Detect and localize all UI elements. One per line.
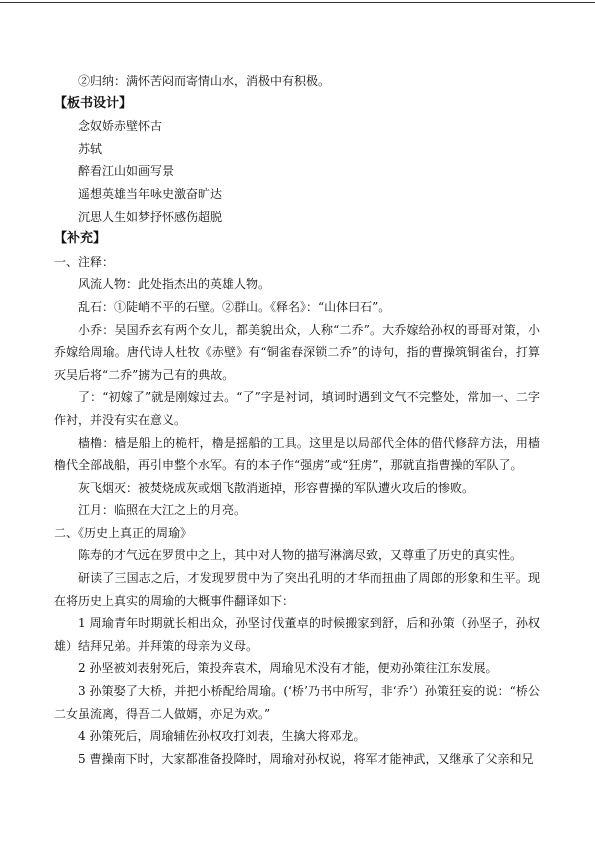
history-list	[54, 544, 540, 770]
page-top-rule	[0, 2, 595, 3]
board-item: 苏轼	[78, 141, 103, 156]
history-paragraph: 3 孙策娶了大桥，并把小桥配给周瑜。(‘桥’乃书中所写，非‘乔’）孙策狂妄的说：“桥公二女虽流离，得吾二人做婿，亦足为欢。”	[54, 684, 540, 721]
note-item: 乱石：①陡峭不平的石壁。②群山。《释名》：“山体曰石”。	[78, 299, 391, 314]
summary-line: ②归纳：满怀苦闷而寄情山水，消极中有积极。	[78, 74, 331, 88]
note-item: 灰飞烟灭：被焚烧成灰或烟飞散消逝掉，形容曹操的军队遭火攻后的惨败。	[78, 480, 475, 495]
note-item: 小乔：吴国乔玄有两个女儿，都美貌出众，人称“二乔”。大乔嫁给孙权的哥哥对策，小乔嫁给周瑜。唐代诗人杜牧《赤壁》有“铜雀春深锁二乔”的诗句，指的曹操筑铜雀台，打算灭吴后将“二乔”掳为己有的典故。	[54, 322, 540, 382]
board-item: 遥想英雄当年咏史激奋旷达	[78, 186, 223, 201]
note-item: 了：“初嫁了”就是刚嫁过去。“了”字是衬词，填词时遇到文气不完整处，常加一、二字作衬，并没有实在意义。	[54, 390, 540, 427]
board-heading: 【板书设计】	[54, 95, 133, 111]
history-paragraph: 5 曹操南下时，大家都准备投降时，周瑜对孙权说，将军才能神武，又继承了父亲和兄	[78, 751, 534, 766]
history-paragraph: 4 孙策死后，周瑜辅佐孙权攻打刘表，生擒大将邓龙。	[78, 729, 366, 744]
board-item: 醉看江山如画写景	[78, 164, 175, 179]
board-list	[54, 115, 540, 228]
history-paragraph: 研读了三国志之后，才发现罗贯中为了突出孔明的才华而扭曲了周郎的形象和生平。现在将历史上真实的周瑜的大概事件翻译如下：	[54, 571, 540, 608]
notes-heading: 一、注释：	[54, 254, 115, 269]
board-item: 念奴娇赤壁怀古	[78, 119, 163, 134]
history-heading: 二、《历史上真正的周瑜》	[54, 525, 193, 540]
history-paragraph: 陈寿的才气远在罗贯中之上，其中对人物的描写淋漓尽致，又尊重了历史的真实性。	[78, 548, 523, 563]
history-paragraph: 2 孙坚被刘表射死后，策投奔袁术，周瑜见术没有才能，便劝孙策往江东发展。	[78, 661, 498, 676]
supplement-heading: 【补充】	[54, 231, 107, 247]
note-item: 江月：临照在大江之上的月亮。	[78, 503, 247, 518]
note-item: 风流人物：此处指杰出的英雄人物。	[78, 277, 271, 292]
history-paragraph: 1 周瑜青年时期就长相出众，孙坚讨伐董卓的时候搬家到舒，后和孙策（孙坚子，孙权雄）结拜兄弟。并拜策的母亲为义母。	[54, 616, 540, 653]
board-item: 沉思人生如梦抒怀感伤超脱	[78, 209, 223, 224]
notes-list	[54, 273, 540, 522]
document-body	[54, 70, 540, 770]
note-item: 樯橹：樯是船上的桅杆，橹是摇船的工具。这里是以局部代全体的借代修辞方法，用樯橹代全部战船，再引申整个水军。有的本子作“强虏”或“狂虏”，那就直指曹操的军队了。	[54, 435, 540, 473]
